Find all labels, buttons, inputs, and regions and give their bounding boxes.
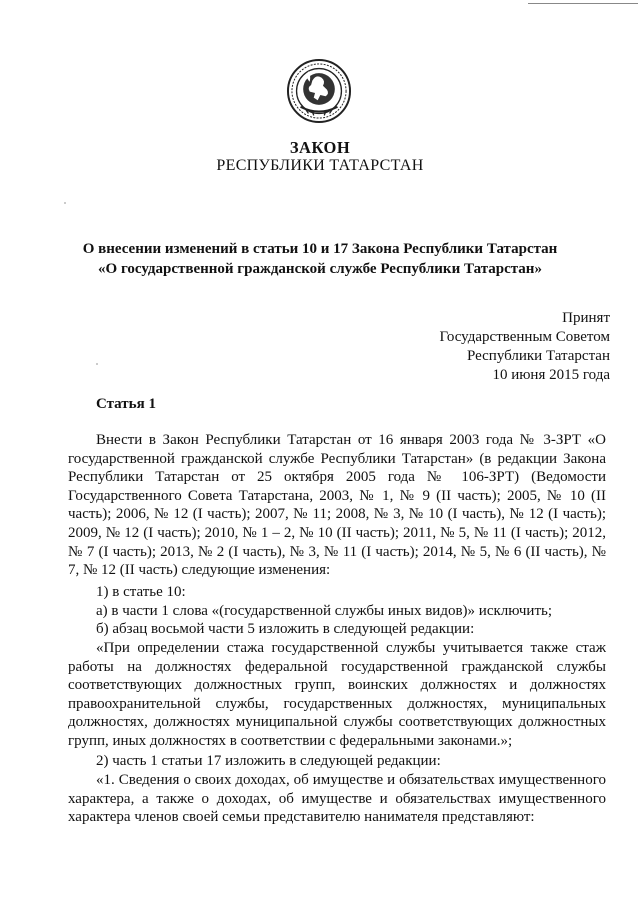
adoption-line-3: Республики Татарстан <box>466 348 610 364</box>
law-heading-line-2: «О государственной гражданской службе Республики Татарстан» <box>98 261 542 277</box>
article-intro-paragraph: Внести в Закон Республики Татарстан от 16 января 2003 года № 3-ЗРТ «О государственной гражданской службе Республики Татарстан» (в редакции Закона Республики Татарстан от 25 октября 2005 года № 106-ЗРТ) (Ведомости Государственного Совета Татарстана, 2003, № 1, № 9 (II часть); 2005, № 10 (II часть); 2006, № 12 (I часть); 2007, № 11; 2008, № 3, № 10 (I часть), № 12 (I часть); 2009, № 12 (I часть); 2010, № 1 – 2, № 10 (II часть); 2011, № 5, № 11 (I часть); 2012, № 7 (I часть); 2013, № 2 (I часть), № 3, № 11 (I часть); 2014, № 5, № 6 (II часть), № 7, № 12 (II часть) следующие изменения: <box>68 432 606 579</box>
tatarstan-emblem-icon <box>286 58 352 124</box>
adoption-line-2: Государственным Советом <box>439 329 610 345</box>
item-2: 2) часть 1 статьи 17 изложить в следующей редакции: <box>96 753 441 769</box>
adoption-block <box>440 309 611 385</box>
quote-2-paragraph: «1. Сведения о своих доходах, об имуществе и обязательствах имущественного характера, а также о доходах, об имуществе и обязательствах имущественного характера членов своей семьи представителю нанимателя представляют: <box>68 772 606 826</box>
quote-1-paragraph: «При определении стажа государственной службы учитывается также стаж работы на должностях федеральной государственной гражданской службы соответствующих должностных групп, воинских должностях и должностях правоохранительной службы, государственных должностях, муниципальных должностях, должностях муниципальной службы соответствующих должностных групп, иных должностях в соответствии с федеральными законами.»; <box>68 640 606 749</box>
article-title: Статья 1 <box>96 396 156 412</box>
adoption-date: 10 июня 2015 года <box>492 367 610 383</box>
adoption-line-1: Принят <box>562 310 610 326</box>
scan-edge-line <box>528 3 638 4</box>
law-heading <box>0 239 640 279</box>
law-heading-line-1: О внесении изменений в статьи 10 и 17 Закона Республики Татарстан <box>82 241 558 257</box>
law-title: ЗАКОН <box>289 138 351 157</box>
item-1b: б) абзац восьмой части 5 изложить в следующей редакции: <box>96 621 475 637</box>
law-subtitle: РЕСПУБЛИКИ ТАТАРСТАН <box>216 157 424 174</box>
item-1a: а) в части 1 слова «(государственной службы иных видов)» исключить; <box>96 603 553 619</box>
scan-speck <box>64 202 66 204</box>
scan-speck <box>96 363 98 365</box>
item-1: 1) в статье 10: <box>96 584 186 600</box>
